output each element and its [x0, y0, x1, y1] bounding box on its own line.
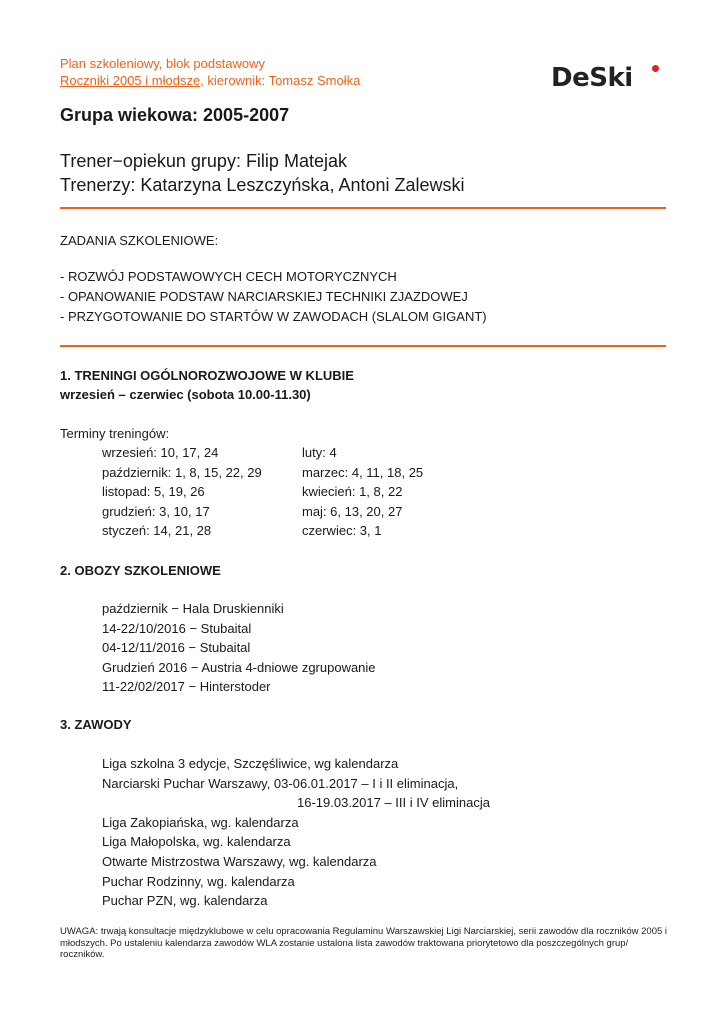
list-item: wrzesień: 10, 17, 24: [102, 445, 219, 460]
list-item: - PRZYGOTOWANIE DO STARTÓW W ZAWODACH (SLALOM GIGANT): [60, 309, 487, 324]
divider: [60, 345, 666, 347]
plan-title: Plan szkoleniowy, blok podstawowy: [60, 56, 265, 71]
tasks-title: ZADANIA SZKOLENIOWE:: [60, 233, 219, 248]
footnote: UWAGA: trwają konsultacje międzyklubowe w celu opracowania Regulaminu Warszawskiej Ligi Narciarskiej, serii zawodów dla roczników 2005 i młodszych. Po ustaleniu kalendarza zawodów WLA zostanie ustalona lista zawodów traktowana priorytetowo dla poszczególnych grup/ roczników.: [60, 926, 668, 960]
terms-right-column: [302, 443, 423, 541]
guardian-trainer: Trener−opiekun grupy: Filip Matejak: [60, 151, 347, 171]
age-group-heading: Grupa wiekowa: 2005-2007: [60, 105, 290, 125]
section1-title: 1. TRENINGI OGÓLNOROZWOJOWE W KLUBIE: [60, 368, 354, 383]
list-item: Puchar Rodzinny, wg. kalendarza: [102, 873, 295, 889]
list-item: marzec: 4, 11, 18, 25: [302, 464, 424, 480]
years-label: Roczniki 2005 i młodsze,: [60, 73, 204, 88]
list-item: grudzień: 3, 10, 17: [102, 503, 210, 519]
logo-dot: [652, 65, 659, 72]
list-item: 16-19.03.2017 – III i IV eliminacja: [297, 795, 490, 811]
camps-list: [102, 599, 376, 697]
list-item: 04-12/11/2016 − Stubaital: [102, 640, 251, 656]
document-header: [60, 55, 360, 89]
competitions-list: [102, 754, 490, 911]
list-item: październik: 1, 8, 15, 22, 29: [102, 464, 262, 480]
plan-subtitle: [60, 72, 360, 89]
deski-logo: [551, 63, 666, 93]
list-item: Liga Małopolska, wg. kalendarza: [102, 834, 291, 850]
list-item: listopad: 5, 19, 26: [102, 484, 205, 500]
tasks-list: [60, 267, 487, 327]
list-item: Narciarski Puchar Warszawy, 03-06.01.2017 – I i II eliminacja,: [102, 775, 459, 791]
section2-title: 2. OBOZY SZKOLENIOWE: [60, 563, 221, 578]
list-item: - ROZWÓJ PODSTAWOWYCH CECH MOTORYCZNYCH: [60, 269, 397, 284]
section3-title: 3. ZAWODY: [60, 717, 132, 732]
list-item: Liga szkolna 3 edycje, Szczęśliwice, wg kalendarza: [102, 756, 399, 771]
list-item: Otwarte Mistrzostwa Warszawy, wg. kalendarza: [102, 853, 377, 869]
list-item: październik − Hala Druskienniki: [102, 601, 284, 616]
list-item: kwiecień: 1, 8, 22: [302, 484, 403, 500]
list-item: styczeń: 14, 21, 28: [102, 523, 212, 539]
list-item: - OPANOWANIE PODSTAW NARCIARSKIEJ TECHNIKI ZJAZDOWEJ: [60, 289, 468, 304]
list-item: luty: 4: [302, 445, 337, 460]
list-item: Grudzień 2016 − Austria 4-dniowe zgrupowanie: [102, 659, 376, 675]
manager-label: kierownik: Tomasz Smołka: [203, 73, 361, 88]
section1-subtitle: wrzesień – czerwiec (sobota 10.00-11.30): [60, 387, 311, 402]
trainers-block: [60, 149, 465, 197]
list-item: Puchar PZN, wg. kalendarza: [102, 893, 268, 909]
list-item: 14-22/10/2016 − Stubaital: [102, 620, 252, 636]
list-item: 11-22/02/2017 − Hinterstoder: [102, 679, 271, 695]
list-item: czerwiec: 3, 1: [302, 523, 382, 539]
logo-text: DeSki: [551, 63, 633, 93]
list-item: Liga Zakopiańska, wg. kalendarza: [102, 814, 299, 830]
divider: [60, 207, 666, 209]
terms-label: Terminy treningów:: [60, 426, 170, 441]
terms-left-column: [102, 443, 262, 541]
list-item: maj: 6, 13, 20, 27: [302, 503, 403, 519]
coaches: Trenerzy: Katarzyna Leszczyńska, Antoni Zalewski: [60, 175, 465, 195]
